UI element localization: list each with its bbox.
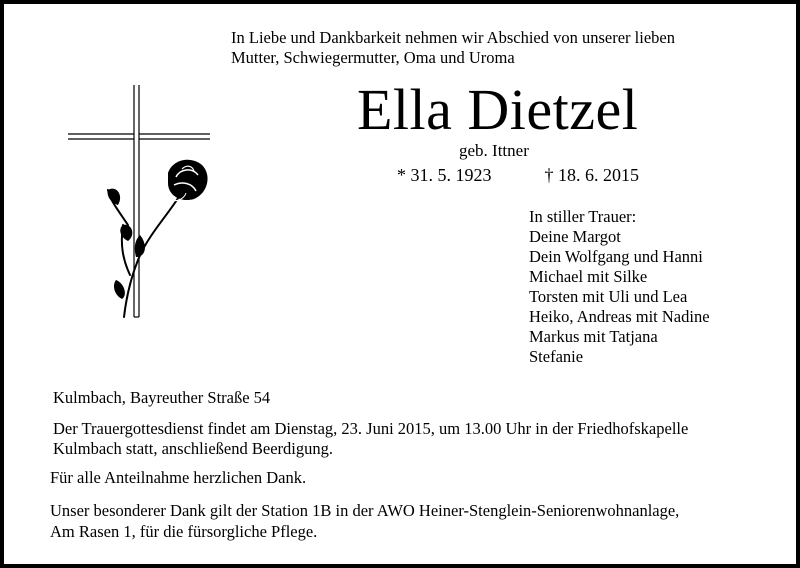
service-line-1: Der Trauergottesdienst findet am Dienstag, 23. Juni 2015, um 13.00 Uhr in der Friedhofskapelle [53,419,689,438]
death-date: † 18. 6. 2015 [544,165,639,185]
mourner-item: Dein Wolfgang und Hanni [529,247,703,266]
address: Kulmbach, Bayreuther Straße 54 [53,388,271,407]
mourners-heading: In stiller Trauer: [529,207,637,226]
mourner-item: Torsten mit Uli und Lea [529,287,688,306]
deceased-name: Ella Dietzel [357,77,639,142]
special-thanks-line-1: Unser besonderer Dank gilt der Station 1B in der AWO Heiner-Stenglein-Seniorenwohnanlage, [50,501,680,520]
mourner-item: Deine Margot [529,227,621,246]
funeral-service-info [53,419,688,459]
birth-date: * 31. 5. 1923 [397,165,492,185]
intro-text [231,28,675,68]
special-thanks [50,500,679,542]
thanks-text: Für alle Anteilnahme herzlichen Dank. [50,468,307,487]
mourner-item: Stefanie [529,347,584,366]
cross-with-rose-icon [68,85,218,325]
special-thanks-line-2: Am Rasen 1, für die fürsorgliche Pflege. [50,522,318,541]
intro-line-1: In Liebe und Dankbarkeit nehmen wir Abschied von unserer lieben [231,28,675,47]
maiden-name: geb. Ittner [459,141,529,160]
mourner-item: Michael mit Silke [529,267,648,286]
service-line-2: Kulmbach statt, anschließend Beerdigung. [53,439,333,458]
life-dates [397,165,639,185]
mourner-item: Heiko, Andreas mit Nadine [529,307,710,326]
intro-line-2: Mutter, Schwiegermutter, Oma und Uroma [231,48,515,67]
mourners-list [529,207,710,367]
mourner-item: Markus mit Tatjana [529,327,658,346]
